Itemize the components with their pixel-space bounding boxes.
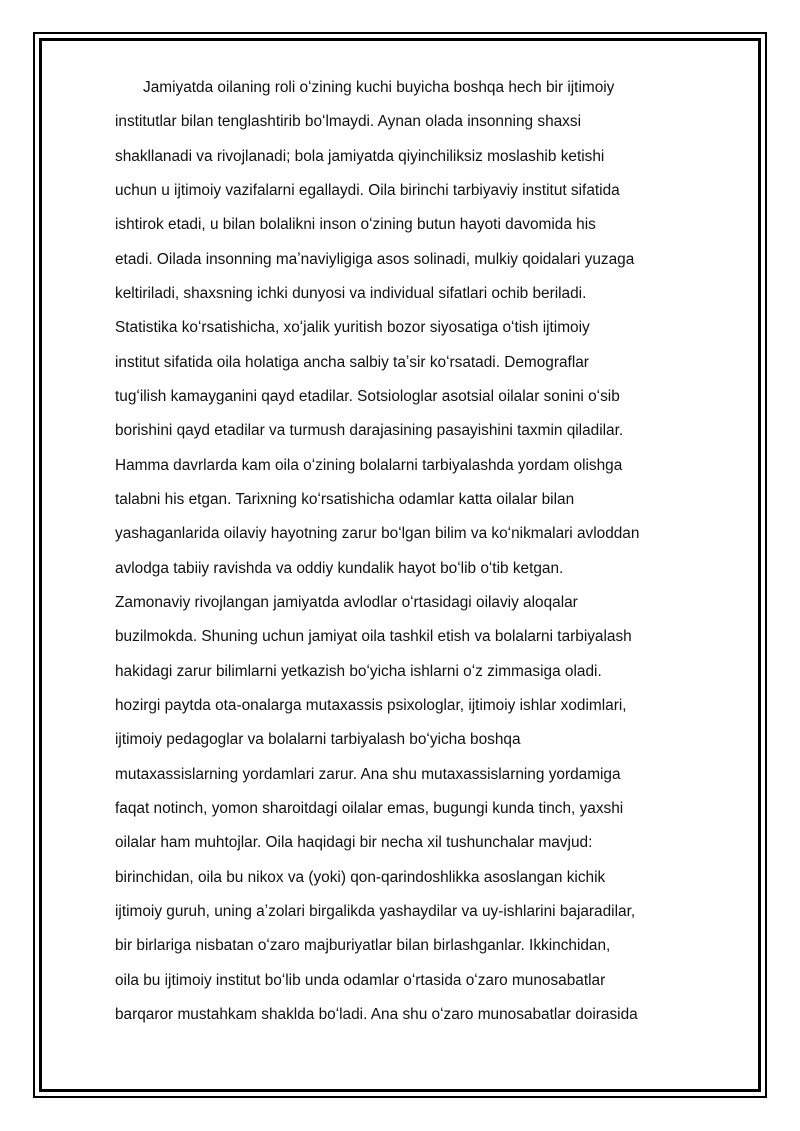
text-line: avlodga tabiiy ravishda va oddiy kundalik hayot boʻlib oʻtib ketgan. — [115, 560, 564, 577]
text-line: borishini qayd etadilar va turmush darajasining pasayishini taxmin qiladilar. — [115, 422, 624, 439]
text-line: buzilmokda. Shuning uchun jamiyat oila tashkil etish va bolalarni tarbiyalash — [115, 628, 632, 645]
text-line: institutlar bilan tenglashtirib boʻlmaydi. Aynan olada insonning shaxsi — [115, 113, 581, 130]
text-line: bir birlariga nisbatan oʻzaro majburiyatlar bilan birlashganlar. Ikkinchidan, — [115, 937, 611, 954]
text-line: mutaxassislarning yordamlari zarur. Ana shu mutaxassislarning yordamiga — [115, 766, 621, 783]
text-line: etadi. Oilada insonning maʼnaviyligiga asos solinadi, mulkiy qoidalari yuzaga — [115, 251, 635, 268]
text-line: Jamiyatda oilaning roli oʻzining kuchi buyicha boshqa hech bir ijtimoiy — [143, 79, 615, 96]
text-line: ishtirok etadi, u bilan bolalikni inson oʻzining butun hayoti davomida his — [115, 216, 596, 233]
text-line: oila bu ijtimoiy institut boʻlib unda odamlar oʻrtasida oʻzaro munosabatlar — [115, 972, 606, 989]
text-line: yashaganlarida oilaviy hayotning zarur boʻlgan bilim va koʻnikmalari avloddan — [115, 525, 640, 542]
text-line: institut sifatida oila holatiga ancha salbiy taʼsir koʻrsatadi. Demograflar — [115, 354, 589, 371]
text-line: Statistika koʻrsatishicha, xoʻjalik yuritish bozor siyosatiga oʻtish ijtimoiy — [115, 319, 590, 336]
text-line: ijtimoiy pedagoglar va bolalarni tarbiyalash boʻyicha boshqa — [115, 731, 521, 748]
text-line: barqaror mustahkam shaklda boʻladi. Ana shu oʻzaro munosabatlar doirasida — [115, 1006, 638, 1023]
text-line: keltiriladi, shaxsning ichki dunyosi va individual sifatlari ochib beriladi. — [115, 285, 587, 302]
text-line: Hamma davrlarda kam oila oʻzining bolalarni tarbiyalashda yordam olishga — [115, 457, 623, 474]
text-line: hakidagi zarur bilimlarni yetkazish boʻyicha ishlarni oʻz zimmasiga oladi. — [115, 663, 602, 680]
text-line: tugʻilish kamayganini qayd etadilar. Sotsiologlar asotsial oilalar sonini oʻsib — [115, 388, 620, 405]
text-line: ijtimoiy guruh, uning aʼzolari birgalikda yashaydilar va uy-ishlarini bajaradilar, — [115, 903, 636, 920]
text-line: talabni his etgan. Tarixning koʻrsatishicha odamlar katta oilalar bilan — [115, 491, 575, 508]
text-line: uchun u ijtimoiy vazifalarni egallaydi. Oila birinchi tarbiyaviy institut sifatida — [115, 182, 620, 199]
text-line: shakllanadi va rivojlanadi; bola jamiyatda qiyinchiliksiz moslashib ketishi — [115, 148, 605, 165]
text-line: faqat notinch, yomon sharoitdagi oilalar emas, bugungi kunda tinch, yaxshi — [115, 800, 624, 817]
text-line: birinchidan, oila bu nikox va (yoki) qon-qarindoshlikka asoslangan kichik — [115, 869, 606, 886]
text-line: oilalar ham muhtojlar. Oila haqidagi bir necha xil tushunchalar mavjud: — [115, 834, 593, 851]
text-line: Zamonaviy rivojlangan jamiyatda avlodlar oʻrtasidagi oilaviy aloqalar — [115, 594, 578, 611]
text-line: hozirgi paytda ota-onalarga mutaxassis psixologlar, ijtimoiy ishlar xodimlari, — [115, 697, 627, 714]
